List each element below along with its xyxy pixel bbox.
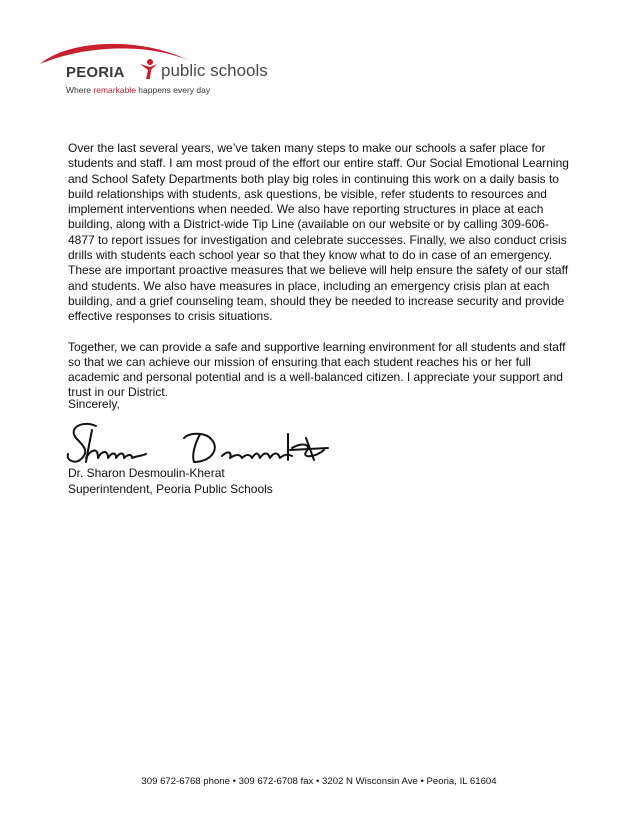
logo-suffix: public schools [161, 61, 268, 80]
signer-title: Superintendent, Peoria Public Schools [68, 481, 273, 496]
handwritten-signature [62, 418, 332, 466]
body-paragraph-2: Together, we can provide a safe and supportive learning environment for all students and staff so that we can achieve our mission of ensuring that each student reaches his or her full academic and personal potential and is a well-balanced citizen. I appreciate your support and trust in our District. [68, 339, 566, 400]
footer-contact: 309 672-6768 phone • 309 672-6708 fax • 3202 N Wisconsin Ave • Peoria, IL 61604 [141, 776, 497, 787]
logo-wordmark: PEORIA [66, 64, 125, 81]
peoria-public-schools-logo [38, 38, 278, 100]
signer-block [68, 466, 273, 497]
logo-figure-icon [138, 58, 158, 80]
closing: Sincerely, [68, 397, 120, 411]
letter-body [68, 141, 573, 401]
signer-name: Dr. Sharon Desmoulin-Kherat [68, 466, 225, 480]
body-paragraph-1: Over the last several years, we’ve taken many steps to make our schools a safer place for students and staff. I am most proud of the effort our entire staff. Our Social Emotional Learning and School Safety Departments both play big roles in continuing this work on a daily basis to build relationships with students, ask questions, be visible, refer students to resources and implement interventions when needed. We also have reporting structures in place at each building, along with a District-wide Tip Line (available on our website or by calling 309-606-4877 to report issues for investigation and celebrate successes. Finally, we also conduct crisis drills with students each school year so that they know what to do in case of an emergency. These are important proactive measures that we believe will help ensure the safety of our staff and students. We also have measures in place, including an emergency crisis plan at each building, and a grief counseling team, should they be needed to increase security and provide effective responses to crisis situations. [68, 141, 569, 324]
logo-tagline: Where remarkable happens every day [66, 85, 211, 95]
